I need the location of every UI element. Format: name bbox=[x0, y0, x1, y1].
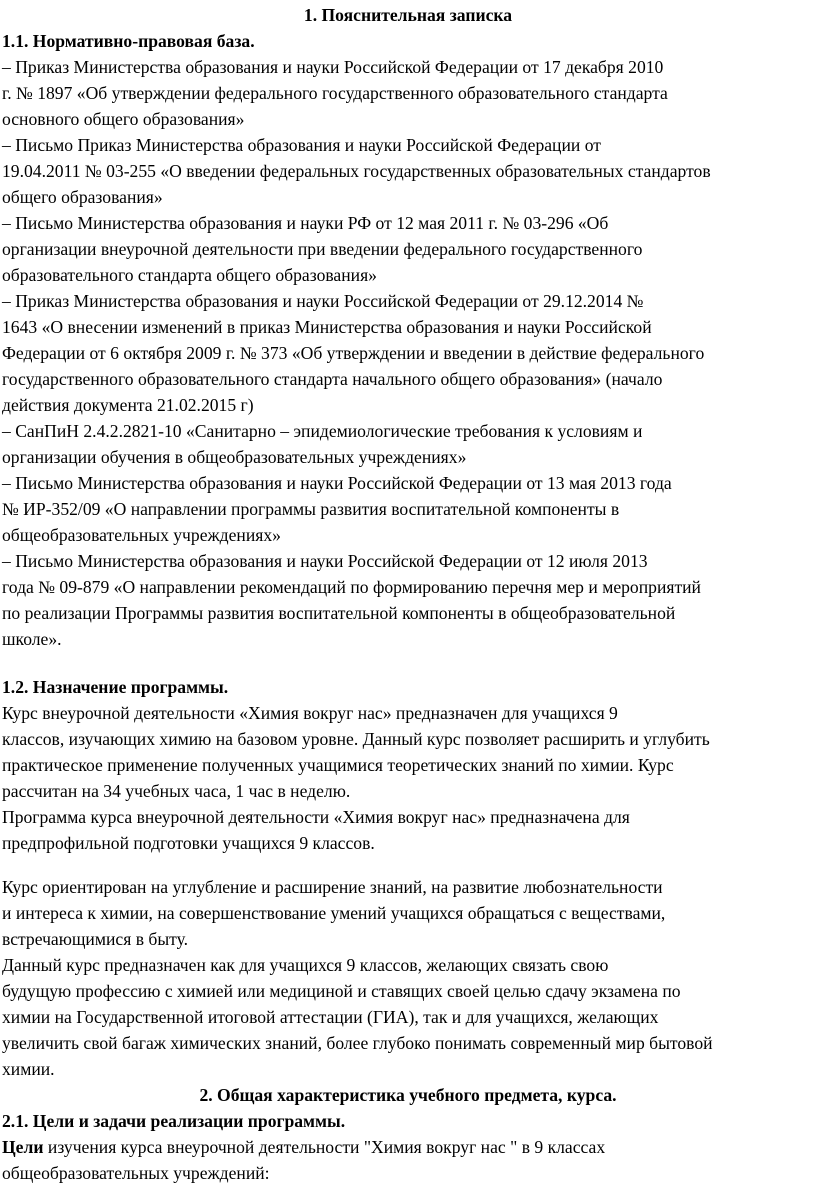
text-line: организации внеурочной деятельности при введении федерального государственного bbox=[2, 239, 643, 259]
text-line: Данный курс предназначен как для учащихся 9 классов, желающих связать свою bbox=[2, 955, 609, 975]
text-line: общеобразовательных учреждениях» bbox=[2, 525, 281, 545]
text-line: – Письмо Приказ Министерства образования и науки Российской Федерации от bbox=[2, 135, 601, 155]
text-line: Программа курса внеурочной деятельности «Химия вокруг нас» предназначена для bbox=[2, 807, 630, 827]
section1-title: 1. Пояснительная записка bbox=[303, 5, 513, 25]
text-line: – Приказ Министерства образования и науки Российской Федерации от 29.12.2014 № bbox=[2, 291, 644, 311]
text-line: общеобразовательных учреждений: bbox=[2, 1163, 270, 1183]
text-line: г. № 1897 «Об утверждении федерального государственного образовательного стандарта bbox=[2, 83, 668, 103]
s1-1-title: 1.1. Нормативно-правовая база. bbox=[2, 31, 255, 51]
text-line: предпрофильной подготовки учащихся 9 классов. bbox=[2, 833, 375, 853]
text-line: – Письмо Министерства образования и науки Российской Федерации от 13 мая 2013 года bbox=[2, 473, 672, 493]
text-line: будущую профессию с химией или медициной и ставящих своей целью сдачу экзамена по bbox=[2, 981, 681, 1001]
text-line: организации обучения в общеобразовательных учреждениях» bbox=[2, 447, 467, 467]
text-line: – Письмо Министерства образования и науки Российской Федерации от 12 июля 2013 bbox=[2, 551, 648, 571]
s2-1-title: 2.1. Цели и задачи реализации программы. bbox=[2, 1111, 346, 1131]
section2-title: 2. Общая характеристика учебного предмета, курса. bbox=[199, 1085, 617, 1105]
text-line: 1643 «О внесении изменений в приказ Министерства образования и науки Российской bbox=[2, 317, 652, 337]
text-line: государственного образовательного стандарта начального общего образования» (начало bbox=[2, 369, 663, 389]
text-line: и интереса к химии, на совершенствование умений учащихся обращаться с веществами, bbox=[2, 903, 666, 923]
text-line: основного общего образования» bbox=[2, 109, 245, 129]
text-line: классов, изучающих химию на базовом уровне. Данный курс позволяет расширить и углубить bbox=[2, 729, 710, 749]
text-line: школе». bbox=[2, 629, 62, 649]
goals-text: изучения курса внеурочной деятельности "Химия вокруг нас " в 9 классах bbox=[43, 1137, 606, 1157]
text-line: Курс внеурочной деятельности «Химия вокруг нас» предназначен для учащихся 9 bbox=[2, 703, 618, 723]
text-line: – СанПиН 2.4.2.2821-10 «Санитарно – эпидемиологические требования к условиям и bbox=[2, 421, 643, 441]
s1-2-title: 1.2. Назначение программы. bbox=[2, 677, 229, 697]
text-line: 19.04.2011 № 03-255 «О введении федеральных государственных образовательных стандартов bbox=[2, 161, 711, 181]
text-line: – Приказ Министерства образования и науки Российской Федерации от 17 декабря 2010 bbox=[2, 57, 664, 77]
text-line: образовательного стандарта общего образования» bbox=[2, 265, 377, 285]
text-line: встречающимися в быту. bbox=[2, 929, 189, 949]
text-line: рассчитан на 34 учебных часа, 1 час в неделю. bbox=[2, 781, 351, 801]
text-line: общего образования» bbox=[2, 187, 163, 207]
text-line: увеличить свой багаж химических знаний, более глубоко понимать современный мир бытовой bbox=[2, 1033, 713, 1053]
text-line: практическое применение полученных учащимися теоретических знаний по химии. Курс bbox=[2, 755, 674, 775]
text-line: химии. bbox=[2, 1059, 55, 1079]
goals-line bbox=[2, 1134, 605, 1161]
text-line: химии на Государственной итоговой аттестации (ГИА), так и для учащихся, желающих bbox=[2, 1007, 659, 1027]
text-line: по реализации Программы развития воспитательной компоненты в общеобразовательной bbox=[2, 603, 676, 623]
text-line: действия документа 21.02.2015 г) bbox=[2, 395, 254, 415]
goals-label: Цели bbox=[2, 1137, 44, 1157]
text-line: года № 09-879 «О направлении рекомендаций по формированию перечня мер и мероприятий bbox=[2, 577, 701, 597]
text-line: Курс ориентирован на углубление и расширение знаний, на развитие любознательности bbox=[2, 877, 663, 897]
text-line: № ИР-352/09 «О направлении программы развития воспитательной компоненты в bbox=[2, 499, 620, 519]
text-line: – Письмо Министерства образования и науки РФ от 12 мая 2011 г. № 03-296 «Об bbox=[2, 213, 609, 233]
text-line: Федерации от 6 октября 2009 г. № 373 «Об утверждении и введении в действие федерального bbox=[2, 343, 705, 363]
